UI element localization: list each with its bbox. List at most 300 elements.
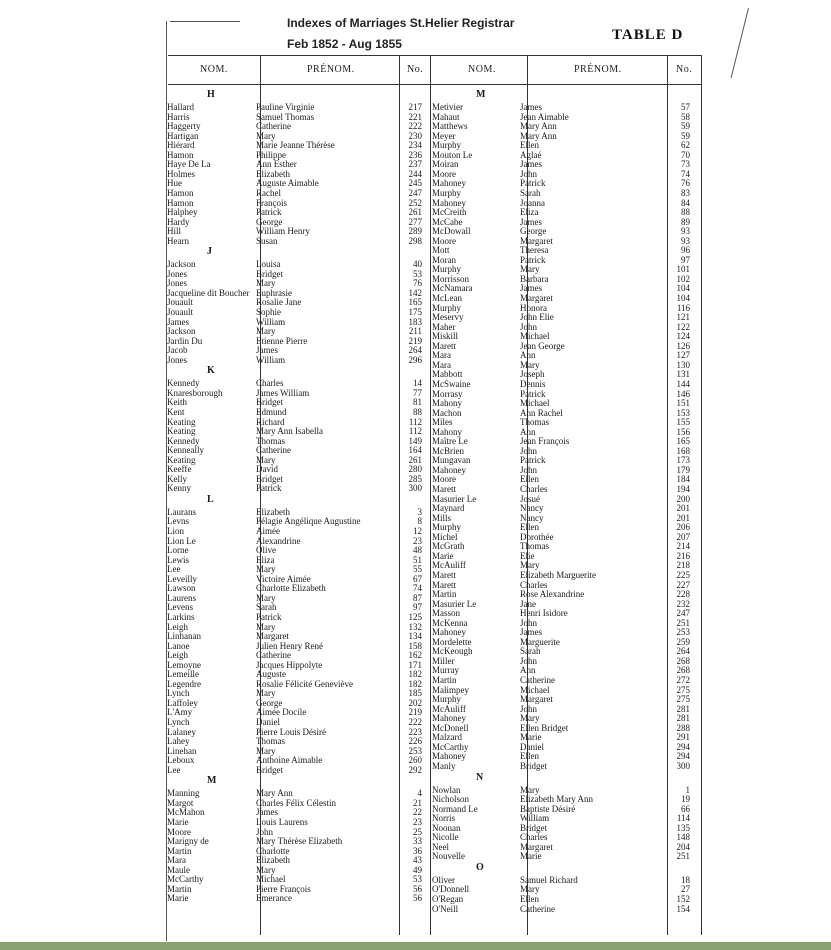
entry-number: 48 xyxy=(413,545,422,556)
entry-surname: Lion Le xyxy=(167,535,196,546)
entry-forename: Michael xyxy=(256,874,286,885)
index-entry xyxy=(432,723,690,733)
entry-forename: David xyxy=(256,464,278,475)
index-entry xyxy=(432,398,690,408)
entry-number: 114 xyxy=(676,813,690,824)
entry-surname: McDowall xyxy=(432,226,471,237)
index-entry xyxy=(432,408,690,418)
entry-number: 152 xyxy=(676,894,690,904)
index-entry xyxy=(167,217,422,227)
entry-surname: Meservy xyxy=(432,312,464,323)
entry-forename: Josué xyxy=(520,493,540,504)
index-entry xyxy=(167,169,422,179)
entry-number: 23 xyxy=(413,535,422,546)
entry-number: 251 xyxy=(676,617,690,628)
index-entry xyxy=(167,755,422,765)
index-entry xyxy=(432,255,690,265)
entry-forename: Rose Alexandrine xyxy=(520,589,585,600)
entry-number: 158 xyxy=(408,640,422,651)
entry-forename: Margaret xyxy=(520,694,553,705)
entry-surname: McCarthy xyxy=(167,874,204,885)
index-entry xyxy=(167,788,422,798)
entry-surname: Maule xyxy=(167,864,190,875)
entry-number: 87 xyxy=(413,592,422,603)
entry-surname: Moore xyxy=(432,235,456,246)
entry-surname: McDonell xyxy=(432,722,469,733)
index-entry xyxy=(432,875,690,885)
entry-surname: Lahey xyxy=(167,736,190,747)
entry-forename: Nancy xyxy=(520,512,544,523)
index-entry xyxy=(432,446,690,456)
entry-forename: Joseph xyxy=(520,369,545,380)
entry-forename: Jean François xyxy=(520,436,570,447)
index-entry xyxy=(432,522,690,532)
entry-forename: Mary xyxy=(520,560,540,571)
entry-number: 88 xyxy=(681,207,690,218)
entry-forename: John xyxy=(520,464,538,475)
entry-number: 62 xyxy=(681,140,690,151)
entry-forename: John xyxy=(256,826,274,837)
entry-forename: Eliza xyxy=(520,207,539,218)
index-entry xyxy=(432,541,690,551)
entry-surname: McGrath xyxy=(432,541,465,552)
entry-surname: Maher xyxy=(432,321,456,332)
index-entry xyxy=(167,226,422,236)
entry-number: 185 xyxy=(408,688,422,699)
index-entry xyxy=(167,336,422,346)
entry-number: 164 xyxy=(408,445,422,456)
entry-forename: Sarah xyxy=(256,602,277,613)
entry-surname: Murphy xyxy=(432,187,461,198)
index-entry xyxy=(432,436,690,446)
entry-forename: Mary Ann xyxy=(520,121,557,132)
index-entry xyxy=(167,474,422,484)
entry-number: 97 xyxy=(413,602,422,613)
entry-number: 102 xyxy=(676,273,690,284)
entry-number: 251 xyxy=(676,851,690,862)
index-entry xyxy=(432,178,690,188)
entry-number: 55 xyxy=(413,564,422,575)
col-rule-6 xyxy=(701,55,702,935)
index-entry xyxy=(167,464,422,474)
index-entry xyxy=(432,637,690,647)
entry-forename: Ellen xyxy=(520,894,539,904)
entry-surname: Hiérard xyxy=(167,140,195,151)
entry-surname: Laffoley xyxy=(167,697,198,708)
entry-surname: Keith xyxy=(167,397,187,408)
entry-surname: Mahaut xyxy=(432,111,460,122)
entry-surname: Jacqueline dit Boucher xyxy=(167,287,250,298)
entry-number: 272 xyxy=(676,675,690,685)
entry-number: 57 xyxy=(681,102,690,112)
entry-surname: Jones xyxy=(167,354,187,365)
entry-surname: Laurans xyxy=(167,506,196,517)
index-entry xyxy=(167,178,422,188)
entry-forename: Henri Isidore xyxy=(520,608,568,619)
entry-number: 14 xyxy=(413,378,422,389)
entry-number: 22 xyxy=(413,807,422,818)
entry-forename: Daniel xyxy=(520,741,544,752)
entry-surname: Lynch xyxy=(167,688,190,699)
section-letter-m: M xyxy=(476,89,486,100)
entry-forename: Ann Rachel xyxy=(520,407,563,418)
index-entry xyxy=(432,322,690,332)
entry-number: 218 xyxy=(676,560,690,571)
entry-surname: Hartigan xyxy=(167,130,199,141)
entry-forename: Mary xyxy=(256,326,276,337)
entry-surname: Lee xyxy=(167,764,181,775)
entry-forename: Catherine xyxy=(256,121,291,132)
index-entry xyxy=(432,465,690,475)
entry-surname: Martin xyxy=(167,883,192,894)
index-entry xyxy=(432,484,690,494)
entry-surname: Mahoney xyxy=(432,178,466,189)
entry-number: 175 xyxy=(408,307,422,317)
entry-number: 76 xyxy=(413,278,422,289)
entry-forename: Barbara xyxy=(520,273,549,284)
entry-number: 217 xyxy=(408,102,422,112)
entry-surname: Malzard xyxy=(432,732,462,743)
entry-number: 56 xyxy=(413,883,422,894)
index-entry xyxy=(167,317,422,327)
entry-number: 96 xyxy=(681,245,690,256)
index-entry xyxy=(432,618,690,628)
entry-number: 88 xyxy=(413,406,422,417)
entry-number: 260 xyxy=(408,755,422,766)
index-entry xyxy=(432,369,690,379)
entry-number: 222 xyxy=(408,121,422,132)
entry-surname: Lion xyxy=(167,526,184,536)
index-entry xyxy=(432,751,690,761)
entry-surname: Hamon xyxy=(167,187,194,198)
index-entry xyxy=(432,303,690,313)
entry-surname: Murray xyxy=(432,665,459,676)
table-label: TABLE D xyxy=(612,27,684,43)
entry-number: 201 xyxy=(676,512,690,523)
entry-forename: John xyxy=(520,703,538,714)
entry-surname: Manning xyxy=(167,788,200,799)
index-entry xyxy=(432,198,690,208)
entry-forename: Catherine xyxy=(520,675,555,685)
index-entry xyxy=(432,331,690,341)
entry-forename: Emerance xyxy=(256,893,292,904)
entry-number: 1 xyxy=(685,784,690,795)
entry-number: 225 xyxy=(676,569,690,580)
entry-number: 264 xyxy=(408,345,422,356)
entry-surname: Marett xyxy=(432,579,456,590)
index-entry xyxy=(432,842,690,852)
entry-surname: Lemeille xyxy=(167,669,199,680)
entry-forename: Samuel Thomas xyxy=(256,111,315,122)
index-entry xyxy=(167,355,422,365)
index-entry xyxy=(432,121,690,131)
entry-forename: Patrick xyxy=(256,483,282,494)
entry-forename: Mary xyxy=(520,713,540,724)
entry-surname: Marigny de xyxy=(167,836,209,847)
index-entry xyxy=(432,417,690,427)
entry-surname: Masson xyxy=(432,608,461,619)
index-entry xyxy=(167,278,422,288)
index-entry xyxy=(167,855,422,865)
entry-number: 144 xyxy=(676,378,690,389)
entry-forename: Mary xyxy=(256,592,276,603)
entry-surname: Hamon xyxy=(167,197,194,208)
entry-surname: Marie xyxy=(167,816,189,827)
entry-surname: Mahony xyxy=(432,426,462,437)
entry-surname: Murphy xyxy=(432,140,461,151)
entry-surname: Mabbott xyxy=(432,369,463,380)
col-header-nom-right: NOM. xyxy=(468,64,496,75)
entry-surname: Nicholson xyxy=(432,794,469,805)
index-entry xyxy=(167,798,422,808)
index-entry xyxy=(167,641,422,651)
entry-forename: John xyxy=(520,321,538,332)
entry-surname: Levens xyxy=(167,602,193,613)
entry-surname: Marett xyxy=(432,569,456,580)
entry-number: 201 xyxy=(676,503,690,514)
entry-surname: Keating xyxy=(167,454,196,465)
entry-number: 223 xyxy=(408,726,422,737)
index-entry xyxy=(432,503,690,513)
entry-surname: Jones xyxy=(167,278,187,289)
entry-surname: Marett xyxy=(432,484,456,494)
index-entry xyxy=(432,131,690,141)
entry-forename: Mary xyxy=(520,884,540,895)
index-entry xyxy=(167,526,422,536)
entry-surname: McLean xyxy=(432,293,462,303)
index-entry xyxy=(167,574,422,584)
entry-surname: Masurier Le xyxy=(432,493,477,504)
entry-number: 288 xyxy=(676,722,690,733)
index-entry xyxy=(167,288,422,298)
index-entry xyxy=(432,894,690,904)
entry-surname: Lalaney xyxy=(167,726,196,737)
entry-forename: John xyxy=(520,655,538,666)
index-entry xyxy=(432,599,690,609)
document-title: Indexes of Marriages St.Helier Registrar xyxy=(287,16,515,30)
index-entry xyxy=(167,397,422,407)
index-entry xyxy=(432,560,690,570)
section-letter-h: H xyxy=(207,89,215,100)
index-entry xyxy=(167,736,422,746)
index-entry xyxy=(167,445,422,455)
entry-number: 244 xyxy=(408,168,422,179)
entry-surname: Legendre xyxy=(167,678,201,689)
entry-forename: Louisa xyxy=(256,259,281,270)
index-entry xyxy=(432,804,690,814)
entry-number: 132 xyxy=(408,621,422,632)
entry-number: 154 xyxy=(676,903,690,914)
section-letter-m: M xyxy=(207,775,217,787)
col-header-prenom-left: PRÉNOM. xyxy=(307,64,355,75)
index-entry xyxy=(167,865,422,875)
entry-surname: Mara xyxy=(432,350,451,361)
entry-forename: Susan xyxy=(256,235,278,246)
entry-surname: Kenny xyxy=(167,483,191,494)
index-entry xyxy=(167,140,422,150)
index-entry xyxy=(167,727,422,737)
entry-surname: O'Regan xyxy=(432,894,464,904)
entry-surname: Lanoe xyxy=(167,640,190,651)
entry-forename: Patrick xyxy=(520,254,546,265)
entry-number: 89 xyxy=(681,216,690,227)
entry-number: 245 xyxy=(408,178,422,189)
index-entry xyxy=(167,631,422,641)
entry-surname: Jackson xyxy=(167,326,196,337)
entry-forename: Jean Aimable xyxy=(520,111,569,122)
index-entry xyxy=(432,656,690,666)
entry-surname: Normand Le xyxy=(432,803,478,814)
entry-forename: Mary xyxy=(256,454,276,465)
entry-forename: Auguste Aimable xyxy=(256,178,319,189)
entry-forename: Catherine xyxy=(256,445,291,456)
col-header-prenom-right: PRÉNOM. xyxy=(574,64,622,75)
index-entry xyxy=(167,131,422,141)
index-entry xyxy=(432,245,690,255)
entry-number: 153 xyxy=(676,407,690,418)
entry-number: 294 xyxy=(676,741,690,752)
entry-surname: Martin xyxy=(167,845,192,856)
entry-forename: Mary xyxy=(256,564,276,575)
entry-surname: Martin xyxy=(432,589,457,600)
entry-forename: Baptiste Désiré xyxy=(520,803,576,814)
entry-forename: Philippe xyxy=(256,149,287,160)
entry-surname: Marie xyxy=(432,550,454,561)
entry-number: 25 xyxy=(413,826,422,837)
entry-surname: Meyer xyxy=(432,130,456,141)
entry-forename: Ann xyxy=(520,426,536,437)
entry-number: 122 xyxy=(676,321,690,332)
entry-forename: Julien Henry René xyxy=(256,640,323,651)
entry-number: 294 xyxy=(676,751,690,762)
entry-forename: Alexandrine xyxy=(256,535,301,546)
entry-number: 183 xyxy=(408,316,422,327)
entry-number: 93 xyxy=(681,226,690,237)
index-entry xyxy=(432,379,690,389)
table-top-rule xyxy=(168,55,702,56)
entry-number: 135 xyxy=(676,822,690,833)
entry-number: 77 xyxy=(413,387,422,398)
entry-number: 206 xyxy=(676,522,690,533)
index-entry xyxy=(167,660,422,670)
index-entry xyxy=(167,717,422,727)
entry-number: 292 xyxy=(408,764,422,775)
index-entry xyxy=(432,140,690,150)
entry-number: 97 xyxy=(681,254,690,265)
entry-forename: John Elie xyxy=(520,312,554,323)
section-letter-l: L xyxy=(207,493,214,505)
entry-number: 268 xyxy=(676,665,690,676)
entry-surname: Kennedy xyxy=(167,435,200,446)
entry-surname: Linehan xyxy=(167,745,197,756)
entry-number: 127 xyxy=(676,350,690,361)
entry-surname: Marett xyxy=(432,340,456,351)
entry-surname: Maynard xyxy=(432,503,465,514)
entry-forename: John xyxy=(520,445,538,456)
index-entry xyxy=(432,274,690,284)
entry-number: 230 xyxy=(408,130,422,141)
index-entry xyxy=(432,570,690,580)
entry-surname: Harris xyxy=(167,111,190,122)
entry-number: 216 xyxy=(676,550,690,561)
entry-number: 219 xyxy=(408,335,422,346)
entry-forename: George xyxy=(520,226,547,237)
entry-surname: Miles xyxy=(432,417,453,428)
index-entry xyxy=(167,583,422,593)
entry-forename: Patrick xyxy=(520,455,546,466)
entry-forename: Ellen xyxy=(520,474,539,485)
entry-surname: Knaresborough xyxy=(167,387,223,398)
entry-forename: Euphrasie xyxy=(256,287,292,298)
entry-number: 73 xyxy=(681,159,690,170)
entry-forename: Mary xyxy=(256,621,276,632)
entry-forename: Charlotte xyxy=(256,845,290,856)
section-letter-j: J xyxy=(207,246,212,258)
entry-forename: James xyxy=(256,807,278,818)
entry-surname: Moore xyxy=(167,826,191,837)
index-entry xyxy=(432,851,690,861)
entry-surname: Morrisson xyxy=(432,273,470,284)
entry-number: 124 xyxy=(676,331,690,342)
entry-forename: Theresa xyxy=(520,245,549,256)
document-date-range: Feb 1852 - Aug 1855 xyxy=(287,37,402,51)
entry-surname: Mara xyxy=(167,855,186,866)
entry-number: 232 xyxy=(676,598,690,609)
entry-surname: Hearn xyxy=(167,235,189,246)
index-entry xyxy=(432,665,690,675)
entry-number: 27 xyxy=(681,884,690,895)
index-entry xyxy=(432,341,690,351)
entry-surname: McCreith xyxy=(432,207,467,218)
entry-forename: Bridget xyxy=(520,760,547,771)
entry-forename: Edmund xyxy=(256,406,287,417)
entry-surname: Laurens xyxy=(167,592,196,603)
index-entry xyxy=(432,823,690,833)
index-entry xyxy=(432,236,690,246)
entry-forename: John xyxy=(520,168,538,179)
entry-forename: Elizabeth Marguerite xyxy=(520,569,597,580)
index-entry xyxy=(167,150,422,160)
index-entry xyxy=(432,646,690,656)
index-entry xyxy=(432,350,690,360)
index-entry xyxy=(432,360,690,370)
index-entry xyxy=(167,593,422,603)
index-entry xyxy=(432,685,690,695)
index-entry xyxy=(432,627,690,637)
entry-forename: Mary xyxy=(520,264,540,275)
entry-forename: Michael xyxy=(520,398,550,409)
entry-surname: Martin xyxy=(432,675,457,685)
entry-surname: Metivier xyxy=(432,102,463,112)
entry-forename: Pierre Louis Désiré xyxy=(256,726,326,737)
entry-forename: Auguste xyxy=(256,669,286,680)
entry-surname: Noonan xyxy=(432,822,461,833)
entry-surname: Hill xyxy=(167,226,182,237)
scan-edge-top xyxy=(170,21,240,22)
entry-forename: Aglaé xyxy=(520,149,542,160)
entry-number: 146 xyxy=(676,388,690,399)
entry-surname: Kenneally xyxy=(167,445,204,456)
entry-number: 40 xyxy=(413,259,422,270)
entry-surname: McAuliff xyxy=(432,703,466,714)
entry-surname: Marie xyxy=(167,893,189,904)
entry-number: 194 xyxy=(676,484,690,494)
entry-surname: McSwaine xyxy=(432,378,471,389)
index-entry xyxy=(432,580,690,590)
index-entry xyxy=(432,283,690,293)
entry-number: 21 xyxy=(413,797,422,808)
index-entry xyxy=(167,650,422,660)
